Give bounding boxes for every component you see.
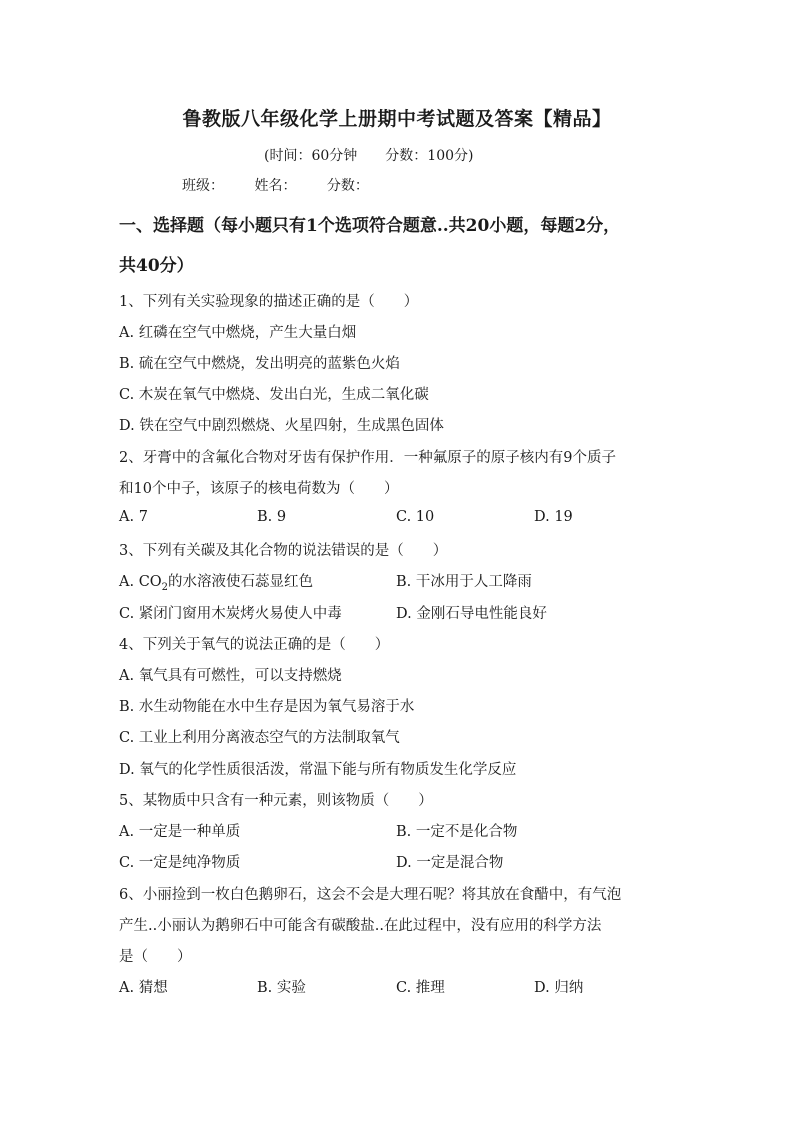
question-2-option-b: B. 9 (257, 509, 287, 525)
question-5-option-a: A. 一定是一种单质 (119, 824, 241, 840)
question-6-stem: 6、小丽捡到一枚白色鹅卵石，这会不会是大理石呢？将其放在食醋中，有气泡 (119, 887, 622, 903)
time-limit: (时间：60分钟 (264, 148, 358, 164)
question-1-option-c: C. 木炭在氧气中燃烧、发出白光，生成二氧化碳 (119, 387, 429, 403)
question-4-option-b: B. 水生动物能在水中生存是因为氧气易溶于水 (119, 699, 415, 715)
question-2-option-a: A. 7 (119, 509, 148, 525)
exam-info (264, 145, 473, 165)
question-6-option-b: B. 实验 (257, 980, 306, 996)
page-title: 鲁教版八年级化学上册期中考试题及答案【精品】 (182, 108, 612, 130)
question-6-stem-cont: 产生..小丽认为鹅卵石中可能含有碳酸盐..在此过程中，没有应用的科学方法 (119, 918, 602, 934)
question-4-option-d: D. 氧气的化学性质很活泼，常温下能与所有物质发生化学反应 (119, 762, 517, 778)
question-5-stem: 5、某物质中只含有一种元素，则该物质（ ） (119, 793, 433, 809)
question-1-option-b: B. 硫在空气中燃烧，发出明亮的蓝紫色火焰 (119, 356, 400, 372)
question-6-option-c: C. 推理 (396, 980, 445, 996)
question-2-option-c: C. 10 (396, 509, 435, 525)
question-5-option-b: B. 一定不是化合物 (396, 824, 518, 840)
question-4-stem: 4、下列关于氧气的说法正确的是（ ） (119, 637, 390, 653)
question-6-option-d: D. 归纳 (534, 980, 584, 996)
student-info (182, 175, 395, 195)
question-3-option-b: B. 干冰用于人工降雨 (396, 574, 532, 590)
question-3-stem: 3、下列有关碳及其化合物的说法错误的是（ ） (119, 543, 448, 559)
question-6-option-a: A. 猜想 (119, 980, 168, 996)
question-3-option-d: D. 金刚石导电性能良好 (396, 606, 547, 622)
question-5-option-c: C. 一定是纯净物质 (119, 855, 241, 871)
class-label: 班级： (182, 178, 224, 194)
section-heading-cont: 共40分） (119, 256, 194, 276)
score-label: 分数： (326, 178, 369, 194)
question-1-stem: 1、下列有关实验现象的描述正确的是（ ） (119, 294, 419, 310)
question-4-option-a: A. 氧气具有可燃性，可以支持燃烧 (119, 668, 342, 684)
question-6-stem-end: 是（ ） (119, 949, 192, 965)
question-2-option-d: D. 19 (534, 509, 573, 525)
question-3-option-c: C. 紧闭门窗用木炭烤火易使人中毒 (119, 606, 342, 622)
total-score: 分数：100分) (385, 148, 474, 164)
question-4-option-c: C. 工业上利用分离液态空气的方法制取氧气 (119, 730, 400, 746)
question-3-option-a: A. $CO_2$的水溶液使石蕊显红色 (119, 574, 314, 593)
section-heading: 一、选择题（每小题只有1个选项符合题意..共20小题，每题2分， (119, 216, 621, 236)
question-2-stem-cont: 和10个中子，该原子的核电荷数为（ ） (119, 481, 399, 497)
question-5-option-d: D. 一定是混合物 (396, 855, 504, 871)
question-1-option-d: D. 铁在空气中剧烈燃烧、火星四射，生成黑色固体 (119, 418, 444, 434)
question-1-option-a: A. 红磷在空气中燃烧，产生大量白烟 (119, 325, 357, 341)
question-2-stem: 2、牙膏中的含氟化合物对牙齿有保护作用．一种氟原子的原子核内有9个质子 (119, 450, 616, 466)
name-label: 姓名： (254, 178, 297, 194)
